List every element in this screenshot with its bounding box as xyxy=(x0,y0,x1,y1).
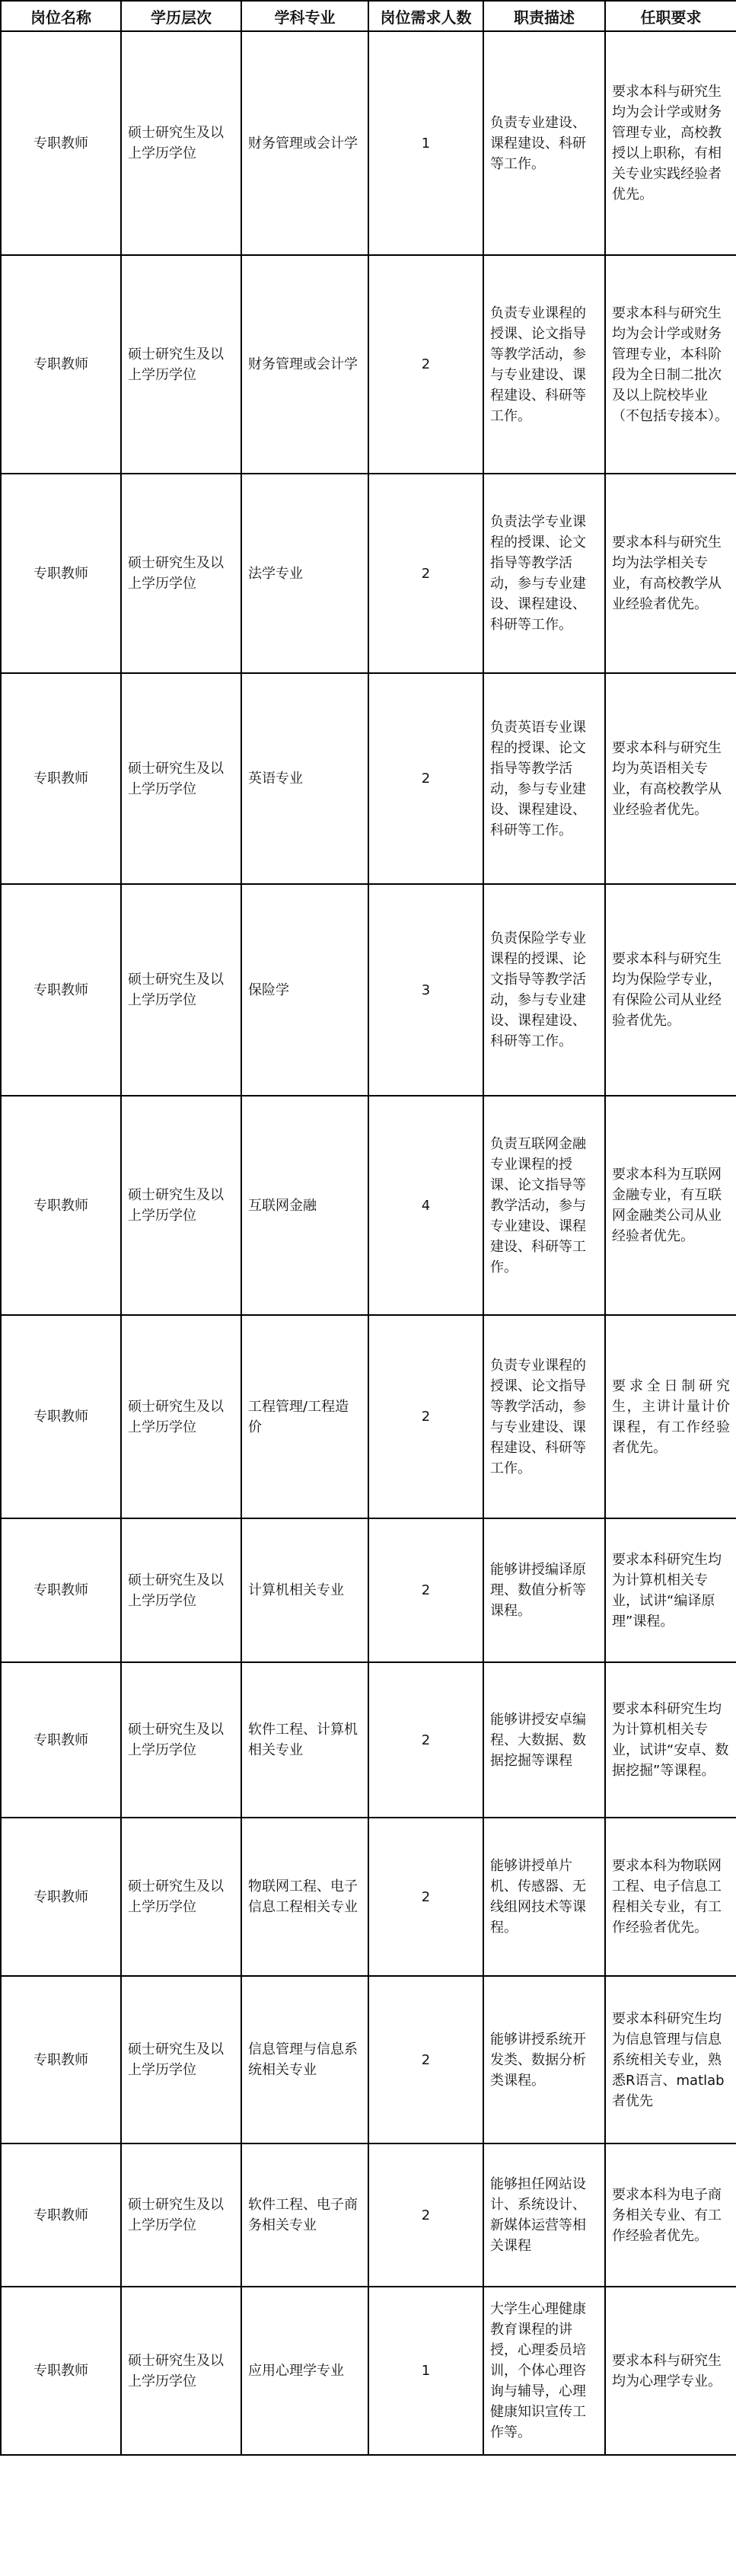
table-row xyxy=(1,1096,736,1315)
position-name-cell: 专职教师 xyxy=(1,1662,121,1818)
education-cell: 硕士研究生及以上学历学位 xyxy=(121,1096,241,1315)
table-row xyxy=(1,884,736,1096)
headcount-cell: 2 xyxy=(368,1818,483,1976)
headcount-cell: 2 xyxy=(368,1315,483,1518)
education-cell: 硕士研究生及以上学历学位 xyxy=(121,1662,241,1818)
requirements-cell: 要求本科研究生均为信息管理与信息系统相关专业，熟悉R语言、matlab者优先 xyxy=(605,1976,736,2143)
requirements-cell: 要求本科为互联网金融专业，有互联网金融类公司从业经验者优先。 xyxy=(605,1096,736,1315)
position-name-cell: 专职教师 xyxy=(1,255,121,474)
headcount-cell: 2 xyxy=(368,1518,483,1662)
duties-cell: 负责保险学专业课程的授课、论文指导等教学活动，参与专业建设、课程建设、科研等工作。 xyxy=(483,884,605,1096)
duties-cell: 负责专业建设、课程建设、科研等工作。 xyxy=(483,31,605,255)
requirements-cell: 要求本科与研究生均为法学相关专业，有高校教学从业经验者优先。 xyxy=(605,474,736,673)
education-cell: 硕士研究生及以上学历学位 xyxy=(121,2143,241,2287)
headcount-cell: 4 xyxy=(368,1096,483,1315)
table-row xyxy=(1,1662,736,1818)
headcount-cell: 1 xyxy=(368,31,483,255)
header-major: 学科专业 xyxy=(241,1,368,31)
table-row xyxy=(1,474,736,673)
table-row xyxy=(1,1976,736,2143)
duties-cell: 负责互联网金融专业课程的授课、论文指导等教学活动，参与专业建设、课程建设、科研等工作。 xyxy=(483,1096,605,1315)
major-cell: 互联网金融 xyxy=(241,1096,368,1315)
major-cell: 应用心理学专业 xyxy=(241,2287,368,2455)
table-row xyxy=(1,673,736,884)
major-cell: 计算机相关专业 xyxy=(241,1518,368,1662)
requirements-cell: 要求本科研究生均为计算机相关专业，试讲“安卓、数据挖掘”等课程。 xyxy=(605,1662,736,1818)
position-name-cell: 专职教师 xyxy=(1,2143,121,2287)
table-row xyxy=(1,31,736,255)
major-cell: 法学专业 xyxy=(241,474,368,673)
education-cell: 硕士研究生及以上学历学位 xyxy=(121,673,241,884)
table-row xyxy=(1,2143,736,2287)
major-cell: 软件工程、计算机相关专业 xyxy=(241,1662,368,1818)
duties-cell: 能够讲授安卓编程、大数据、数据挖掘等课程 xyxy=(483,1662,605,1818)
position-name-cell: 专职教师 xyxy=(1,673,121,884)
header-requirements: 任职要求 xyxy=(605,1,736,31)
major-cell: 保险学 xyxy=(241,884,368,1096)
position-name-cell: 专职教师 xyxy=(1,1518,121,1662)
headcount-cell: 2 xyxy=(368,474,483,673)
header-headcount: 岗位需求人数 xyxy=(368,1,483,31)
duties-cell: 大学生心理健康教育课程的讲授，心理委员培训，个体心理咨询与辅导，心理健康知识宣传工作等。 xyxy=(483,2287,605,2455)
major-cell: 信息管理与信息系统相关专业 xyxy=(241,1976,368,2143)
requirements-cell: 要求本科为物联网工程、电子信息工程相关专业，有工作经验者优先。 xyxy=(605,1818,736,1976)
position-name-cell: 专职教师 xyxy=(1,1976,121,2143)
table-row xyxy=(1,255,736,474)
education-cell: 硕士研究生及以上学历学位 xyxy=(121,1818,241,1976)
headcount-cell: 2 xyxy=(368,2143,483,2287)
position-name-cell: 专职教师 xyxy=(1,884,121,1096)
requirements-cell: 要求本科与研究生均为会计学或财务管理专业，本科阶段为全日制二批次及以上院校毕业（不包括专接本）。 xyxy=(605,255,736,474)
duties-cell: 能够讲授系统开发类、数据分析类课程。 xyxy=(483,1976,605,2143)
education-cell: 硕士研究生及以上学历学位 xyxy=(121,474,241,673)
headcount-cell: 2 xyxy=(368,673,483,884)
major-cell: 工程管理/工程造价 xyxy=(241,1315,368,1518)
duties-cell: 能够担任网站设计、系统设计、新媒体运营等相关课程 xyxy=(483,2143,605,2287)
table-row xyxy=(1,1818,736,1976)
position-name-cell: 专职教师 xyxy=(1,474,121,673)
requirements-cell: 要求本科与研究生均为英语相关专业，有高校教学从业经验者优先。 xyxy=(605,673,736,884)
position-name-cell: 专职教师 xyxy=(1,1315,121,1518)
position-name-cell: 专职教师 xyxy=(1,2287,121,2455)
header-position-name: 岗位名称 xyxy=(1,1,121,31)
duties-cell: 负责专业课程的授课、论文指导等教学活动，参与专业建设、课程建设、科研等工作。 xyxy=(483,255,605,474)
position-name-cell: 专职教师 xyxy=(1,1818,121,1976)
position-name-cell: 专职教师 xyxy=(1,31,121,255)
headcount-cell: 2 xyxy=(368,1976,483,2143)
education-cell: 硕士研究生及以上学历学位 xyxy=(121,1315,241,1518)
headcount-cell: 1 xyxy=(368,2287,483,2455)
requirements-cell: 要求本科与研究生均为保险学专业，有保险公司从业经验者优先。 xyxy=(605,884,736,1096)
requirements-cell: 要求本科为电子商务相关专业、有工作经验者优先。 xyxy=(605,2143,736,2287)
education-cell: 硕士研究生及以上学历学位 xyxy=(121,884,241,1096)
major-cell: 财务管理或会计学 xyxy=(241,255,368,474)
major-cell: 物联网工程、电子信息工程相关专业 xyxy=(241,1818,368,1976)
duties-cell: 负责英语专业课程的授课、论文指导等教学活动，参与专业建设、课程建设、科研等工作。 xyxy=(483,673,605,884)
education-cell: 硕士研究生及以上学历学位 xyxy=(121,31,241,255)
requirements-cell: 要求全日制研究生，主讲计量计价课程，有工作经验者优先。 xyxy=(605,1315,736,1518)
header-row xyxy=(1,1,736,31)
headcount-cell: 2 xyxy=(368,1662,483,1818)
major-cell: 财务管理或会计学 xyxy=(241,31,368,255)
education-cell: 硕士研究生及以上学历学位 xyxy=(121,255,241,474)
header-duties: 职责描述 xyxy=(483,1,605,31)
requirements-cell: 要求本科与研究生均为会计学或财务管理专业，高校教授以上职称，有相关专业实践经验者优先。 xyxy=(605,31,736,255)
headcount-cell: 3 xyxy=(368,884,483,1096)
requirements-cell: 要求本科研究生均为计算机相关专业，试讲“编译原理”课程。 xyxy=(605,1518,736,1662)
requirements-cell: 要求本科与研究生均为心理学专业。 xyxy=(605,2287,736,2455)
position-name-cell: 专职教师 xyxy=(1,1096,121,1315)
major-cell: 软件工程、电子商务相关专业 xyxy=(241,2143,368,2287)
duties-cell: 能够讲授单片机、传感器、无线组网技术等课程。 xyxy=(483,1818,605,1976)
duties-cell: 能够讲授编译原理、数值分析等课程。 xyxy=(483,1518,605,1662)
duties-cell: 负责专业课程的授课、论文指导等教学活动，参与专业建设、课程建设、科研等工作。 xyxy=(483,1315,605,1518)
education-cell: 硕士研究生及以上学历学位 xyxy=(121,2287,241,2455)
education-cell: 硕士研究生及以上学历学位 xyxy=(121,1518,241,1662)
table-row xyxy=(1,1315,736,1518)
table-row xyxy=(1,1518,736,1662)
header-education: 学历层次 xyxy=(121,1,241,31)
duties-cell: 负责法学专业课程的授课、论文指导等教学活动，参与专业建设、课程建设、科研等工作。 xyxy=(483,474,605,673)
education-cell: 硕士研究生及以上学历学位 xyxy=(121,1976,241,2143)
major-cell: 英语专业 xyxy=(241,673,368,884)
table-row xyxy=(1,2287,736,2455)
headcount-cell: 2 xyxy=(368,255,483,474)
